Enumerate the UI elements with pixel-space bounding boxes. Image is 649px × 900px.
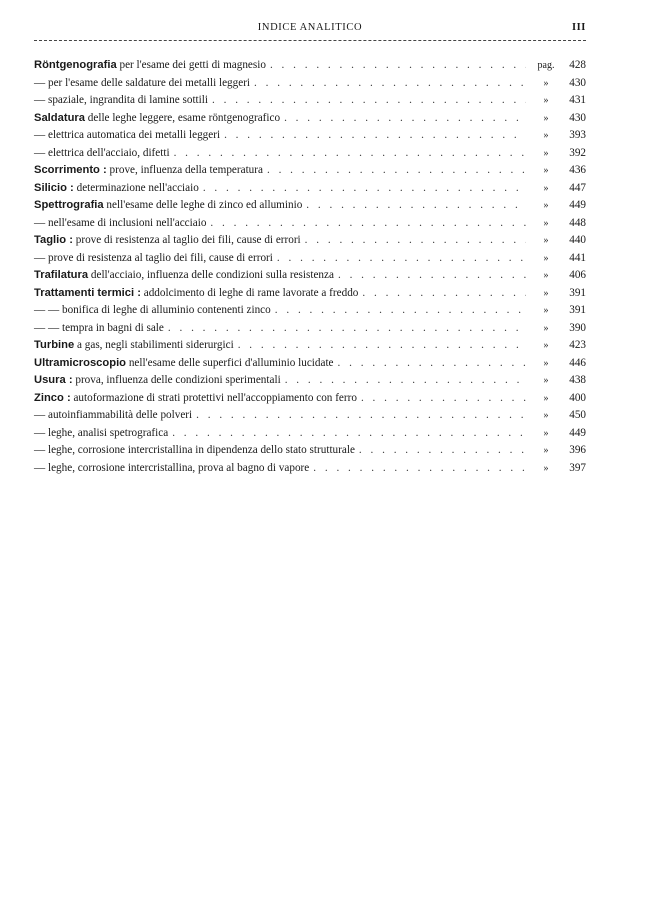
page-ref-marker: » xyxy=(543,147,549,159)
entry-page-number: 391 xyxy=(569,304,586,316)
index-entry xyxy=(34,252,586,270)
entry-description: autoformazione di strati protettivi nell'accoppiamento con ferro xyxy=(70,391,357,404)
index-entry xyxy=(34,339,586,357)
index-entry xyxy=(34,304,586,322)
page-ref-marker: » xyxy=(543,252,549,264)
dot-leader xyxy=(359,444,526,456)
dot-leader xyxy=(254,77,526,89)
entry-text-group xyxy=(34,357,334,369)
index-entry xyxy=(34,182,586,200)
dot-leader xyxy=(277,252,526,264)
entry-description: leghe, corrosione intercristallina in dipendenza dello stato strutturale xyxy=(47,444,355,456)
page-ref-marker: » xyxy=(543,235,549,246)
entry-text-group xyxy=(34,182,199,194)
dot-leader xyxy=(285,374,526,386)
entry-headword: Scorrimento : xyxy=(34,164,107,176)
entry-page-number: 431 xyxy=(569,94,586,106)
dot-leader xyxy=(313,462,526,474)
dot-leader xyxy=(306,199,526,211)
dot-leader xyxy=(362,287,526,299)
entry-headword: Taglio : xyxy=(34,234,73,246)
index-entry xyxy=(34,409,586,427)
page-ref-marker: » xyxy=(543,445,549,456)
entry-description: nell'esame delle superfici d'alluminio lucidate xyxy=(126,356,334,369)
index-entry xyxy=(34,392,586,410)
entry-page-number: 450 xyxy=(569,409,586,421)
page-ref-marker: » xyxy=(543,287,549,299)
page-ref-marker: » xyxy=(543,217,549,229)
entry-text-group xyxy=(34,112,280,124)
index-entry xyxy=(34,59,586,77)
entry-headword: Röntgenografia xyxy=(34,59,117,71)
dot-leader xyxy=(305,234,526,246)
entry-text-group xyxy=(34,199,302,211)
dot-leader xyxy=(361,392,526,404)
entry-text-group xyxy=(34,409,192,421)
entry-page-number: 441 xyxy=(569,251,586,264)
entry-page-number: 391 xyxy=(569,286,586,299)
entry-headword: Ultramicroscopio xyxy=(34,356,127,369)
entry-headword: Spettrografia xyxy=(34,199,104,211)
index-entry xyxy=(34,234,586,252)
page-ref-marker: pag. xyxy=(537,60,555,71)
index-entry xyxy=(34,269,586,287)
entry-text-group xyxy=(34,322,164,334)
entry-page-number: 396 xyxy=(569,444,586,456)
page-ref-marker: » xyxy=(543,357,549,369)
entry-page-number: 397 xyxy=(569,461,586,474)
entry-dash-prefix: — xyxy=(34,251,48,264)
index-entry xyxy=(34,427,586,445)
entry-description: tempra in bagni di sale xyxy=(61,321,164,334)
entry-page-number: 430 xyxy=(569,111,586,124)
index-entry xyxy=(34,147,586,165)
entry-description: prove di resistenza al taglio dei fili, cause di errori xyxy=(47,251,273,264)
index-entry xyxy=(34,199,586,217)
entry-description: determinazione nell'acciaio xyxy=(73,181,199,194)
dot-leader xyxy=(196,409,526,421)
page-header xyxy=(34,22,586,40)
entry-description: dell'acciaio, influenza delle condizioni sulla resistenza xyxy=(88,269,334,281)
entry-page-number: 400 xyxy=(569,391,586,404)
entry-page-number: 393 xyxy=(569,129,586,141)
entry-page-number: 447 xyxy=(569,181,586,194)
dot-leader xyxy=(267,164,526,176)
entry-text-group xyxy=(34,392,357,404)
page-ref-marker: » xyxy=(543,200,549,211)
entry-text-group xyxy=(34,304,271,316)
entry-description: leghe, corrosione intercristallina, prova al bagno di vapore xyxy=(47,461,310,474)
entry-dash-prefix: — xyxy=(34,216,48,229)
page-ref-marker: » xyxy=(543,427,549,439)
entry-text-group xyxy=(34,147,170,159)
entry-description: delle leghe leggere, esame röntgenografico xyxy=(84,111,281,124)
entry-headword: Silicio : xyxy=(34,181,74,194)
entry-page-number: 406 xyxy=(569,269,586,281)
index-entry xyxy=(34,322,586,340)
page-ref-marker: » xyxy=(543,392,549,404)
entry-headword: Trattamenti termici : xyxy=(34,286,141,299)
page-ref-marker: » xyxy=(543,270,549,281)
entry-description: spaziale, ingrandita di lamine sottili xyxy=(47,94,208,106)
page-ref-marker: » xyxy=(543,375,549,386)
header-rule xyxy=(34,40,586,41)
page-ref-marker: » xyxy=(543,305,549,316)
entry-page-number: 436 xyxy=(569,164,586,176)
dot-leader xyxy=(203,182,526,194)
entry-description: prova, influenza delle condizioni sperimentali xyxy=(72,374,281,386)
index-entry xyxy=(34,129,586,147)
running-title: INDICE ANALITICO xyxy=(257,22,363,33)
page-ref-marker: » xyxy=(543,77,549,89)
entry-text-group xyxy=(34,252,273,264)
entry-page-number: 428 xyxy=(569,59,586,71)
dot-leader xyxy=(174,147,526,159)
entry-text-group xyxy=(34,339,234,351)
page-ref-marker: » xyxy=(543,165,549,176)
entry-dash-prefix: — xyxy=(34,461,48,474)
entry-dash-prefix: — xyxy=(34,426,48,439)
entry-text-group xyxy=(34,129,220,141)
entry-dash-prefix: — — xyxy=(34,304,62,316)
index-entry xyxy=(34,444,586,462)
index-entry xyxy=(34,357,586,375)
entry-text-group xyxy=(34,59,266,71)
page-ref-marker: » xyxy=(543,182,549,194)
entry-dash-prefix: — — xyxy=(34,321,62,334)
entry-text-group xyxy=(34,374,281,386)
entry-text-group xyxy=(34,234,301,246)
entry-dash-prefix: — xyxy=(34,409,48,421)
index-entries xyxy=(34,59,586,479)
entry-description: a gas, negli stabilimenti siderurgici xyxy=(74,339,234,351)
dot-leader xyxy=(210,217,526,229)
page-ref-marker: » xyxy=(543,322,549,334)
dot-leader xyxy=(284,112,526,124)
index-entry xyxy=(34,374,586,392)
dot-leader xyxy=(338,269,526,281)
entry-description: leghe, analisi spetrografica xyxy=(47,426,169,439)
dot-leader xyxy=(172,427,526,439)
index-entry xyxy=(34,462,586,480)
dot-leader xyxy=(270,59,526,71)
entry-page-number: 449 xyxy=(569,426,586,439)
index-entry xyxy=(34,94,586,112)
entry-page-number: 440 xyxy=(569,234,586,246)
page-ref-marker: » xyxy=(543,340,549,351)
index-entry xyxy=(34,112,586,130)
entry-description: bonifica di leghe di alluminio contenenti zinco xyxy=(61,304,271,316)
entry-description: elettrica automatica dei metalli leggeri xyxy=(47,129,221,141)
entry-dash-prefix: — xyxy=(34,444,48,456)
entry-headword: Turbine xyxy=(34,339,75,351)
index-entry xyxy=(34,287,586,305)
entry-headword: Zinco : xyxy=(34,391,71,404)
index-entry xyxy=(34,217,586,235)
entry-description: addolcimento di leghe di rame lavorate a freddo xyxy=(140,286,359,299)
entry-page-number: 392 xyxy=(569,146,586,159)
entry-page-number: 446 xyxy=(569,356,586,369)
dot-leader xyxy=(238,339,526,351)
page-ref-marker: » xyxy=(543,95,549,106)
index-entry xyxy=(34,164,586,182)
entry-description: elettrica dell'acciaio, difetti xyxy=(47,146,170,159)
entry-headword: Usura : xyxy=(34,374,73,386)
entry-text-group xyxy=(34,77,250,89)
dot-leader xyxy=(224,129,526,141)
dot-leader xyxy=(275,304,526,316)
dot-leader xyxy=(168,322,526,334)
index-entry xyxy=(34,77,586,95)
entry-dash-prefix: — xyxy=(34,129,48,141)
page-ref-marker: » xyxy=(543,130,549,141)
page-ref-marker: » xyxy=(543,410,549,421)
page-ref-marker: » xyxy=(543,112,549,124)
entry-headword: Saldatura xyxy=(34,111,85,124)
dot-leader xyxy=(212,94,526,106)
entry-page-number: 438 xyxy=(569,374,586,386)
entry-page-number: 449 xyxy=(569,199,586,211)
entry-page-number: 390 xyxy=(569,321,586,334)
entry-text-group xyxy=(34,427,168,439)
entry-dash-prefix: — xyxy=(34,146,48,159)
page-number: III xyxy=(571,22,586,33)
entry-text-group xyxy=(34,217,206,229)
entry-text-group xyxy=(34,287,358,299)
entry-page-number: 430 xyxy=(569,76,586,89)
entry-description: autoinfiammabilità delle polveri xyxy=(47,409,193,421)
entry-headword: Trafilatura xyxy=(34,269,89,281)
entry-page-number: 448 xyxy=(569,216,586,229)
entry-description: prove di resistenza al taglio dei fili, cause di errori xyxy=(72,234,301,246)
entry-description: nell'esame di inclusioni nell'acciaio xyxy=(47,216,207,229)
entry-description: prove, influenza della temperatura xyxy=(106,164,263,176)
page-ref-marker: » xyxy=(543,462,549,474)
entry-description: per l'esame dei getti di magnesio xyxy=(116,59,266,71)
entry-text-group xyxy=(34,462,309,474)
entry-text-group xyxy=(34,269,334,281)
entry-text-group xyxy=(34,444,355,456)
entry-text-group xyxy=(34,94,208,106)
entry-dash-prefix: — xyxy=(34,76,48,89)
entry-page-number: 423 xyxy=(569,339,586,351)
dot-leader xyxy=(338,357,526,369)
entry-text-group xyxy=(34,164,263,176)
entry-description: nell'esame delle leghe di zinco ed alluminio xyxy=(103,199,303,211)
entry-description: per l'esame delle saldature dei metalli leggeri xyxy=(47,76,251,89)
entry-dash-prefix: — xyxy=(34,94,48,106)
